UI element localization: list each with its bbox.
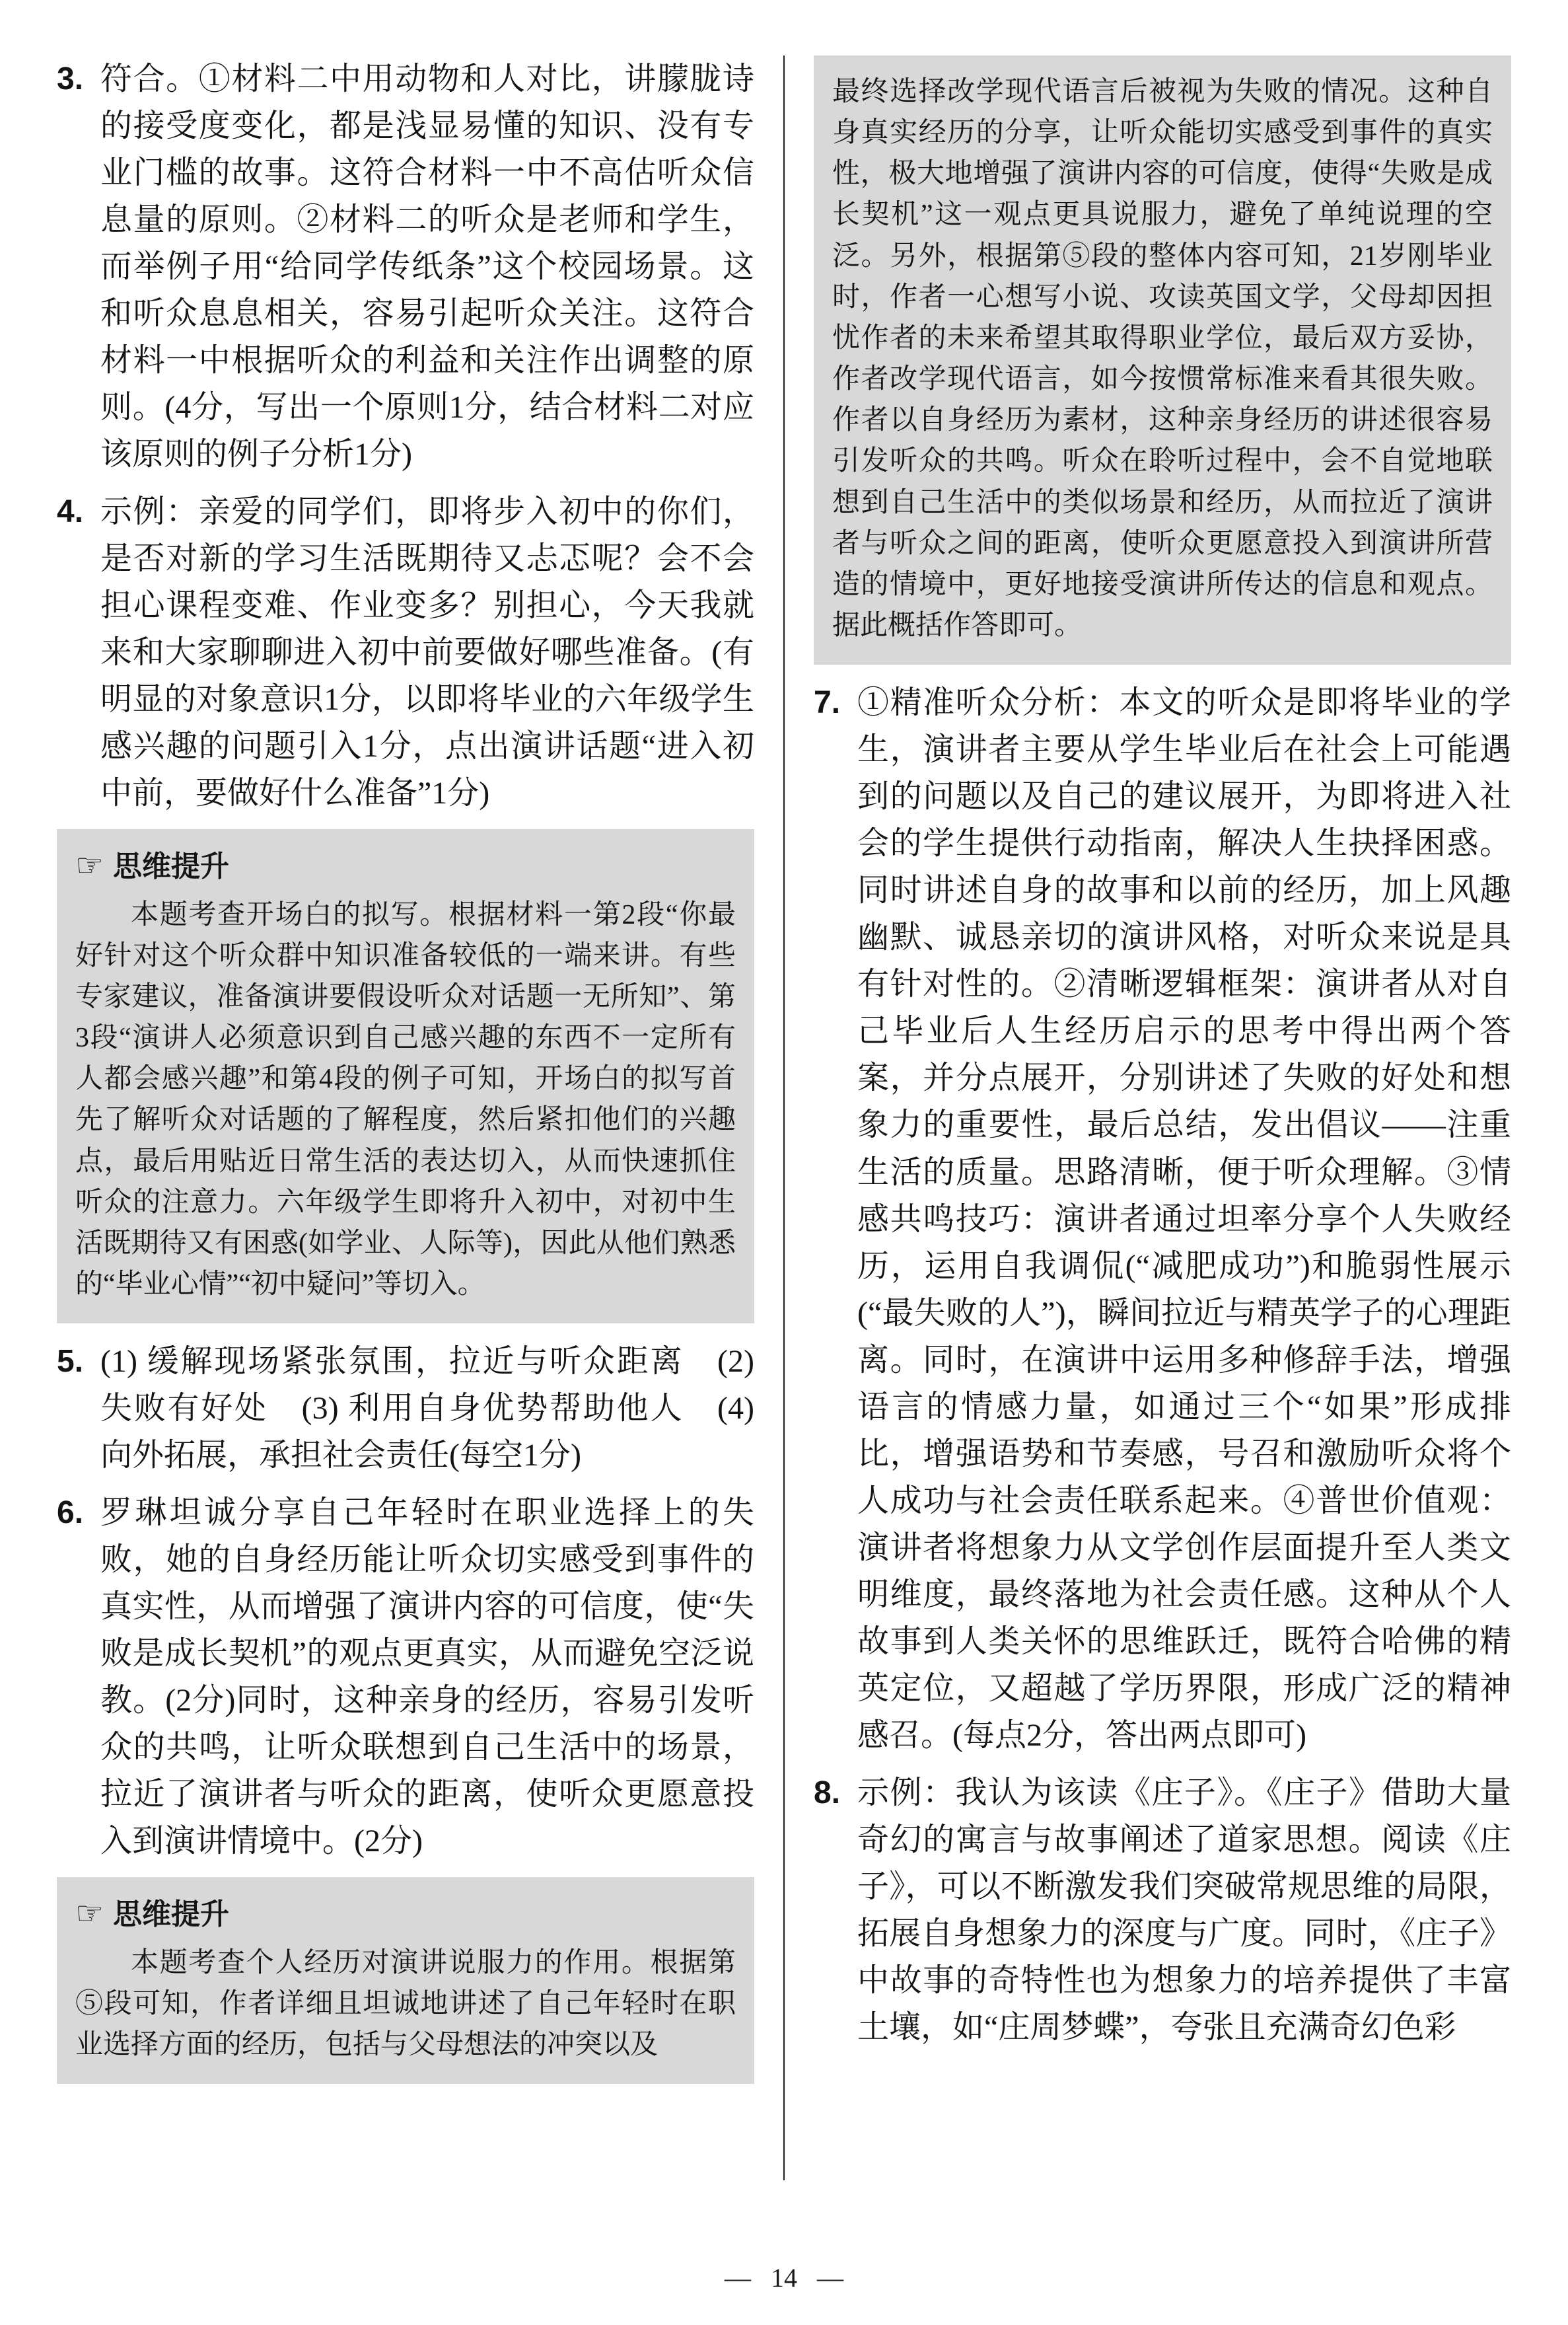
answer-item-8	[814, 1769, 1511, 2051]
pointing-hand-icon: ☞	[75, 848, 104, 884]
page-number: 14	[771, 2263, 797, 2293]
pointing-hand-icon: ☞	[75, 1896, 104, 1932]
thinking-tip-box-2-continuation	[814, 55, 1511, 665]
answer-number-4: 4.	[57, 494, 84, 530]
right-column	[785, 55, 1511, 2180]
answer-text-6: 罗琳坦诚分享自己年轻时在职业选择上的失败，她的自身经历能让听众切实感受到事件的真实性，从而增强了演讲内容的可信度，使“失败是成长契机”的观点更真实，从而避免空泛说教。(2分)同时，这种亲身的经历，容易引发听众的共鸣，让听众联想到自己生活中的场景，拉近了演讲者与听众的距离，使听众更愿意投入到演讲情境中。(2分)	[100, 1495, 754, 1859]
answer-text-7: ①精准听众分析：本文的听众是即将毕业的学生，演讲者主要从学生毕业后在社会上可能遇到的问题以及自己的建议展开，为即将进入社会的学生提供行动指南，解决人生抉择困惑。同时讲述自身的故事和以前的经历，加上风趣幽默、诚恳亲切的演讲风格，对听众来说是具有针对性的。②清晰逻辑框架：演讲者从对自己毕业后人生经历启示的思考中得出两个答案，并分点展开，分别讲述了失败的好处和想象力的重要性，最后总结，发出倡议——注重生活的质量。思路清晰，便于听众理解。③情感共鸣技巧：演讲者通过坦率分享个人失败经历，运用自我调侃(“减肥成功”)和脆弱性展示(“最失败的人”)，瞬间拉近与精英学子的心理距离。同时，在演讲中运用多种修辞手法，增强语言的情感力量，如通过三个“如果”形成排比，增强语势和节奏感，号召和激励听众将个人成功与社会责任联系起来。④普世价值观：演讲者将想象力从文学创作层面提升至人类文明维度，最终落地为社会责任感。这种从个人故事到人类关怀的思维跃迁，既符合哈佛的精英定位，又超越了学历界限，形成广泛的精神感召。	[857, 685, 1511, 1753]
answer-item-5	[57, 1338, 754, 1479]
page-footer	[0, 2262, 1568, 2293]
footer-dash-left: —	[725, 2263, 751, 2293]
tip-box-title-1: 思维提升	[113, 850, 230, 883]
score-note-4: (有明显的对象意识1分，以即将毕业的六年级学生感兴趣的问题引入1分，点出演讲话题“进入初中前，要做好什么准备”1分)	[100, 635, 754, 811]
answer-number-7: 7.	[814, 685, 841, 721]
answer-text-4: 示例：亲爱的同学们，即将步入初中的你们，是否对新的学习生活既期待又忐忑呢？会不会担心课程变难、作业变多？别担心，今天我就来和大家聊聊进入初中前要做好哪些准备。	[100, 494, 754, 671]
answer-text-3: 符合。①材料二中用动物和人对比，讲朦胧诗的接受度变化，都是浅显易懂的知识、没有专业门槛的故事。这符合材料一中不高估听众信息量的原则。②材料二的听众是老师和学生，而举例子用“给同学传纸条”这个校园场景。这和听众息息相关，容易引起听众关注。这符合材料一中根据听众的利益和关注作出调整的原则。	[100, 61, 754, 425]
tip-box-header-1	[75, 845, 736, 888]
thinking-tip-box-2	[57, 1877, 754, 2085]
score-note-7: (每点2分，答出两点即可)	[952, 1717, 1306, 1753]
answer-text-8: 示例：我认为该读《庄子》。《庄子》借助大量奇幻的寓言与故事阐述了道家思想。阅读《庄子》，可以不断激发我们突破常规思维的局限，拓展自身想象力的深度与广度。同时，《庄子》中故事的奇特性也为想象力的培养提供了丰富土壤，如“庄周梦蝶”，夸张且充满奇幻色彩	[857, 1775, 1511, 2046]
tip-box-body-1: 本题考查开场白的拟写。根据材料一第2段“你最好针对这个听众群中知识准备较低的一端来讲。有些专家建议，准备演讲要假设听众对话题一无所知”、第3段“演讲人必须意识到自己感兴趣的东西不一定所有人都会感兴趣”和第4段的例子可知，开场白的拟写首先了解听众对话题的了解程度，然后紧扣他们的兴趣点，最后用贴近日常生活的表达切入，从而快速抓住听众的注意力。六年级学生即将升入初中，对初中生活既期待又有困惑(如学业、人际等)，因此从他们熟悉的“毕业心情”“初中疑问”等切入。	[75, 899, 736, 1300]
answer-item-7	[814, 679, 1511, 1759]
answer-number-6: 6.	[57, 1495, 84, 1531]
tip-box-header-2	[75, 1893, 736, 1936]
tip-box-body-2-continuation: 最终选择改学现代语言后被视为失败的情况。这种自身真实经历的分享，让听众能切实感受到事件的真实性，极大地增强了演讲内容的可信度，使得“失败是成长契机”这一观点更具说服力，避免了单纯说理的空泛。另外，根据第⑤段的整体内容可知，21岁刚毕业时，作者一心想写小说、攻读英国文学，父母却因担忧作者的未来希望其取得职业学位，最后双方妥协，作者改学现代语言，如今按惯常标准来看其很失败。作者以自身经历为素材，这种亲身经历的讲述很容易引发听众的共鸣。听众在聆听过程中，会不自觉地联想到自己生活中的类似场景和经历，从而拉近了演讲者与听众之间的距离，使听众更愿意投入到演讲所营造的情境中，更好地接受演讲所传达的信息和观点。据此概括作答即可。	[832, 77, 1493, 642]
thinking-tip-box-1	[57, 829, 754, 1324]
answer-number-8: 8.	[814, 1775, 841, 1810]
score-note-5: (每空1分)	[449, 1438, 581, 1473]
score-note-3: (4分，写出一个原则1分，结合材料二对应该原则的例子分析1分)	[100, 390, 754, 472]
footer-dash-right: —	[817, 2263, 843, 2293]
answer-number-5: 5.	[57, 1344, 84, 1380]
tip-box-title-2: 思维提升	[113, 1898, 230, 1931]
answer-number-3: 3.	[57, 61, 84, 96]
answer-item-4	[57, 488, 754, 817]
tip-box-body-2: 本题考查个人经历对演讲说服力的作用。根据第⑤段可知，作者详细且坦诚地讲述了自己年轻时在职业选择方面的经历，包括与父母想法的冲突以及	[75, 1947, 736, 2060]
left-column	[57, 55, 785, 2180]
answer-item-6	[57, 1489, 754, 1864]
answer-text-5: (1) 缓解现场紧张氛围，拉近与听众距离 (2) 失败有好处 (3) 利用自身优势帮助他人 (4) 向外拓展，承担社会责任	[100, 1344, 754, 1473]
answer-item-3	[57, 55, 754, 478]
